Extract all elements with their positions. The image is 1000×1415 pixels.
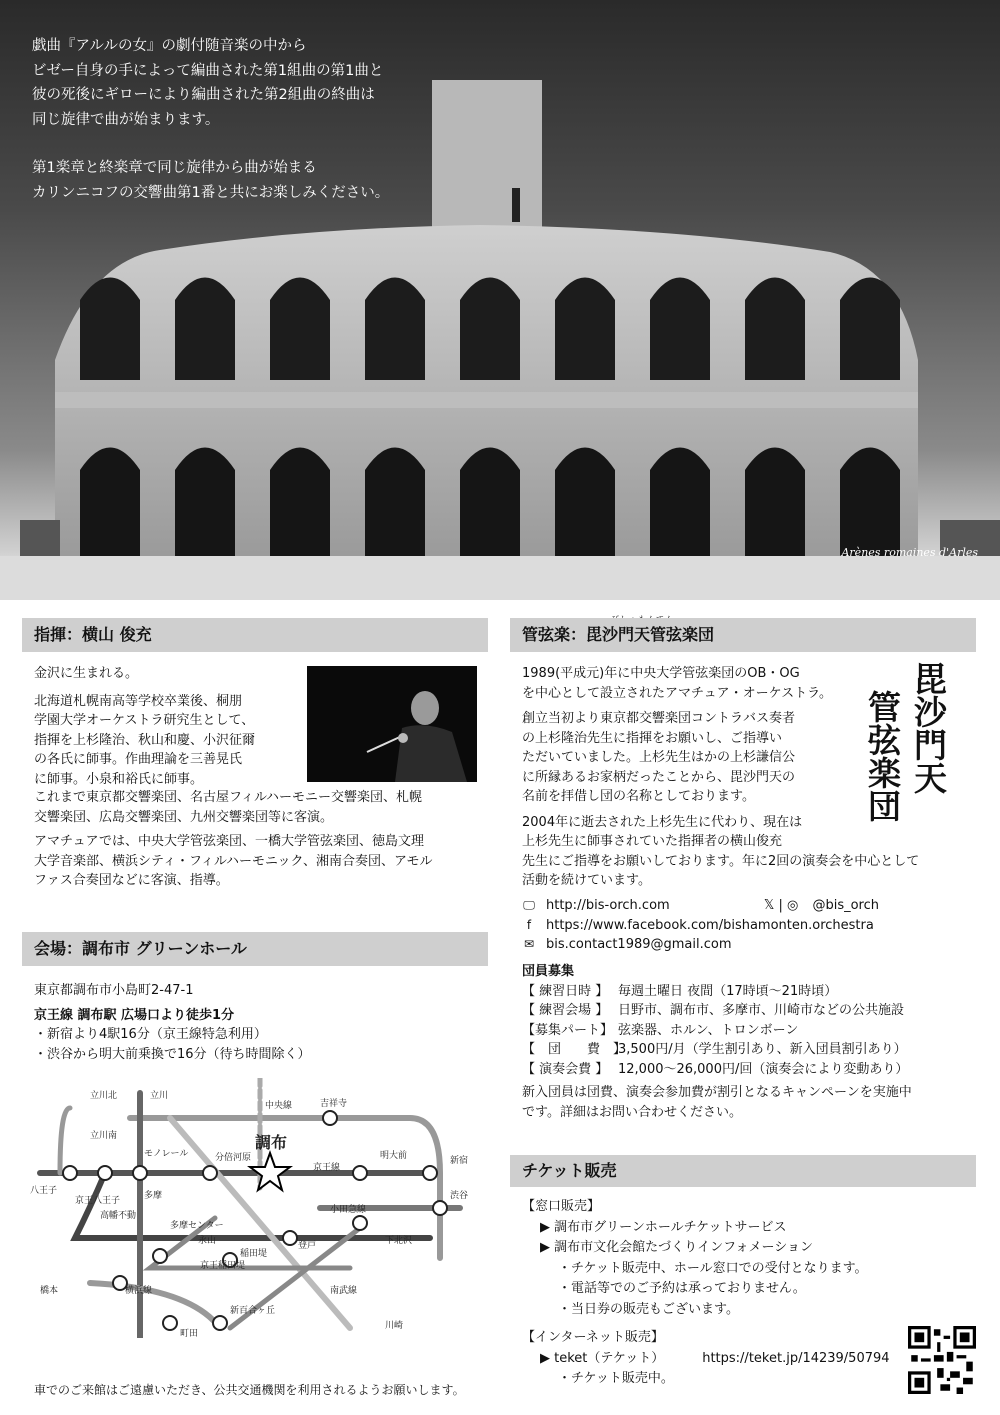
- map-label: 町田: [180, 1329, 199, 1338]
- conductor-heading: 指揮：横山 俊充: [22, 618, 488, 652]
- arch: [840, 448, 900, 557]
- facebook-icon: f: [526, 917, 532, 932]
- intro-line: カリンニコフの交響曲第1番と共にお楽しみください。: [32, 184, 390, 201]
- info-line: 活動を続けています。: [522, 873, 651, 888]
- venue-route: ・新宿より4駅16分（京王線特急利用）: [34, 1027, 267, 1042]
- bio-line: 金沢に生まれる。: [34, 666, 139, 681]
- map-label: 永山: [198, 1236, 217, 1246]
- map-label: 立川北: [90, 1091, 118, 1101]
- info-line: 先生にご指導をお願いしております。年に2回の演奏会を中心として: [522, 853, 920, 869]
- orchestra-heading: 管弦楽：毘沙門天管弦楽団: [510, 618, 976, 652]
- arch: [555, 448, 615, 557]
- recruit-row: [522, 1001, 972, 1021]
- tickets-block: [522, 1197, 902, 1390]
- recruit-label: 【 団 費 】: [522, 1042, 627, 1057]
- recruit-heading: 団員募集: [522, 964, 575, 979]
- map-label: 川崎: [385, 1321, 404, 1331]
- recruit-value: 毎週土曜日 夜間（17時頃～21時頃）: [618, 983, 838, 999]
- x-instagram-icon: 𝕏 | ◎: [763, 898, 799, 913]
- bio-line: に師事。小泉和裕氏に師事。: [34, 771, 204, 787]
- monitor-icon: 🖵: [523, 898, 535, 912]
- arch: [650, 448, 710, 557]
- venue-route: ・渋谷から明大前乗換で16分（待ち時間除く）: [34, 1046, 311, 1062]
- bio-line: 交響楽団、広島交響楽団、九州交響楽団等に客演。: [34, 809, 334, 825]
- venue-heading: 会場：調布市 グリーンホール: [22, 932, 488, 966]
- map-label: 小田急線: [330, 1205, 367, 1215]
- info-line: に所縁あるお家柄だったことから、毘沙門天の: [522, 769, 796, 785]
- arch: [80, 278, 140, 381]
- orchestra-info: [522, 664, 972, 891]
- map-label-chofu: 調布: [255, 1133, 288, 1152]
- map-label: 渋谷: [450, 1191, 469, 1201]
- conductor-bio-long: [34, 788, 484, 891]
- recruit-value: 日野市、調布市、多摩市、川崎市などの公共施設: [618, 1003, 905, 1018]
- map-label: 下北沢: [385, 1236, 413, 1246]
- window-sales-note: ・チケット販売中、ホール窓口での受付となります。: [558, 1260, 868, 1276]
- recruit-value: 3,500円/月（学生割引あり、新入団員割引あり）: [618, 1042, 907, 1057]
- recruit-label: 【 演奏会費 】: [522, 1061, 609, 1077]
- map-label: 登戸: [298, 1241, 317, 1251]
- info-line: 創立当初より東京都交響楽団コントラバス奏者: [522, 711, 796, 726]
- arch: [745, 278, 805, 381]
- arch: [460, 278, 520, 381]
- window-sales-title: 【窓口販売】: [522, 1199, 601, 1214]
- map-label: 橋本: [40, 1286, 59, 1296]
- recruit-label: 【募集パート】: [522, 1022, 614, 1038]
- bio-line: 北海道札幌南高等学校卒業後、桐朋: [34, 693, 243, 709]
- intro-line: 戯曲『アルルの女』の劇付随音楽の中から: [32, 38, 307, 54]
- map-label: 南武線: [330, 1286, 358, 1296]
- info-line: 1989(平成元)年に中央大学管弦楽団のOB・OG: [522, 666, 800, 681]
- mail-icon: ✉: [523, 937, 535, 951]
- recruit-value: 弦楽器、ホルン、トロンボーン: [618, 1022, 799, 1038]
- arch: [270, 278, 330, 381]
- intro-line: 第1楽章と終楽章で同じ旋律から曲が始まる: [32, 160, 317, 176]
- recruit-label: 【 練習日時 】: [522, 983, 609, 999]
- window-sales-note: ・電話等でのご予約は承っておりません。: [558, 1281, 806, 1296]
- map-label: 吉祥寺: [320, 1099, 348, 1109]
- net-sales-item: ▶ teket（テケット）: [540, 1350, 665, 1366]
- map-label: 多摩: [144, 1191, 163, 1201]
- recruit-label: 【 練習会場 】: [522, 1003, 609, 1018]
- map-label: 京王八王子: [75, 1196, 121, 1206]
- arch: [460, 448, 520, 557]
- recruit-row: [522, 1060, 972, 1080]
- window-sales-item: ▶ 調布市グリーンホールチケットサービス: [540, 1219, 787, 1235]
- arch: [175, 448, 235, 557]
- map-label: 分倍河原: [215, 1153, 252, 1163]
- recruit-value: 12,000～26,000円/回（演奏会により変動あり）: [618, 1061, 909, 1077]
- arch: [555, 278, 615, 381]
- photo-caption: Arènes romaines d'Arles: [841, 546, 978, 559]
- arch: [270, 448, 330, 557]
- map-label: 中央線: [265, 1101, 293, 1111]
- bio-line: 学園大学オーケストラ研究生として、: [34, 713, 255, 728]
- net-sales-title: 【インターネット販売】: [522, 1330, 664, 1345]
- net-sales-note: ・チケット販売中。: [558, 1371, 674, 1386]
- info-line: 名前を拝借し団の名称としております。: [522, 789, 755, 804]
- bio-line: 指揮を上杉隆治、秋山和慶、小沢征爾: [34, 732, 256, 748]
- map-label: 京王稲田堤: [200, 1261, 246, 1271]
- teket-link[interactable]: https://teket.jp/14239/50794: [702, 1350, 890, 1366]
- venue-info: [34, 981, 484, 1064]
- info-line: の上杉隆治先生に指揮をお願いし、ご指導い: [522, 730, 783, 746]
- conductor-photo: [307, 666, 477, 782]
- bio-line: の各氏に師事。作曲理論を三善晃氏: [34, 752, 243, 767]
- qr-code[interactable]: [908, 1326, 976, 1394]
- calligraphy-name: 毘沙門天: [909, 662, 948, 794]
- email-link[interactable]: bis.contact1989@gmail.com: [546, 937, 732, 952]
- intro-line: ビゼー自身の手によって編曲された第1組曲の第1曲と: [32, 62, 384, 79]
- info-line: を中心として設立されたアマチュア・オーケストラ。: [522, 685, 833, 701]
- route-map: [30, 1078, 480, 1338]
- recruit-note: です。詳細はお問い合わせください。: [522, 1104, 742, 1120]
- recruit-row: [522, 982, 972, 1002]
- website-link[interactable]: http://bis-orch.com: [546, 898, 670, 913]
- info-line: 2004年に逝去された上杉先生に代わり、現在は: [522, 814, 803, 830]
- arch: [745, 448, 805, 557]
- info-line: 上杉先生に師事されていた指揮者の横山俊充: [522, 834, 783, 849]
- contact-block: [522, 896, 972, 955]
- map-label: 明大前: [380, 1151, 408, 1161]
- map-label: 新百合ヶ丘: [230, 1306, 276, 1316]
- map-label: 多摩センター: [170, 1221, 224, 1231]
- sns-handle[interactable]: @bis_orch: [812, 898, 879, 913]
- recruit-note: 新入団員は団費、演奏会参加費が割引となるキャンペーンを実施中: [522, 1085, 912, 1100]
- map-label: 高幡不動: [100, 1211, 137, 1221]
- calligraphy-name: 管弦楽団: [863, 690, 902, 822]
- map-label: モノレール: [144, 1149, 189, 1159]
- arch: [365, 278, 425, 381]
- bio-line: これまで東京都交響楽団、名古屋フィルハーモニー交響楽団、札幌: [34, 790, 423, 805]
- hero-photo: [0, 0, 1000, 600]
- arch: [365, 448, 425, 557]
- venue-address: 東京都調布市小島町2-47-1: [34, 983, 194, 998]
- tickets-heading: チケット販売: [510, 1155, 976, 1187]
- map-label: 八王子: [30, 1186, 58, 1196]
- map-label: 稲田堤: [240, 1249, 268, 1259]
- arch: [175, 278, 235, 381]
- map-label: 新宿: [450, 1156, 469, 1166]
- map-label: 立川: [150, 1091, 169, 1101]
- recruit-row: [522, 1021, 972, 1041]
- info-line: ただいていました。上杉先生はかの上杉謙信公: [522, 750, 796, 765]
- bio-line: 大学音楽部、横浜シティ・フィルハーモニック、湘南合奏団、アモル: [34, 853, 433, 869]
- intro-line: 同じ旋律で曲が始まります。: [32, 111, 220, 128]
- facebook-link[interactable]: https://www.facebook.com/bishamonten.orchestra: [546, 917, 874, 933]
- bio-line: アマチュアでは、中央大学管弦楽団、一橋大学管弦楽団、徳島文理: [34, 834, 425, 849]
- window-sales-note: ・当日券の販売もございます。: [558, 1301, 739, 1317]
- intro-line: 彼の死後にギローにより編曲された第2組曲の終曲は: [32, 87, 375, 103]
- venue-note: 車でのご来館はご遠慮いただき、公共交通機関を利用されるようお願いします。: [34, 1383, 465, 1397]
- map-label: 京王線: [313, 1163, 341, 1173]
- venue-access: 京王線 調布駅 広場口より徒歩1分: [34, 1007, 235, 1023]
- intro-text: [32, 34, 389, 205]
- arch: [650, 278, 710, 381]
- recruit-row: [522, 1040, 972, 1060]
- map-label: 立川南: [90, 1131, 118, 1141]
- arch: [840, 278, 900, 381]
- conductor-bio-short: [34, 664, 304, 789]
- window-sales-item: ▶ 調布市文化会館たづくりインフォメーション: [540, 1240, 813, 1255]
- arch: [80, 448, 140, 557]
- map-label: 横浜線: [125, 1286, 153, 1296]
- recruit-block: [522, 962, 972, 1122]
- bio-line: ファス合奏団などに客演、指導。: [34, 873, 229, 888]
